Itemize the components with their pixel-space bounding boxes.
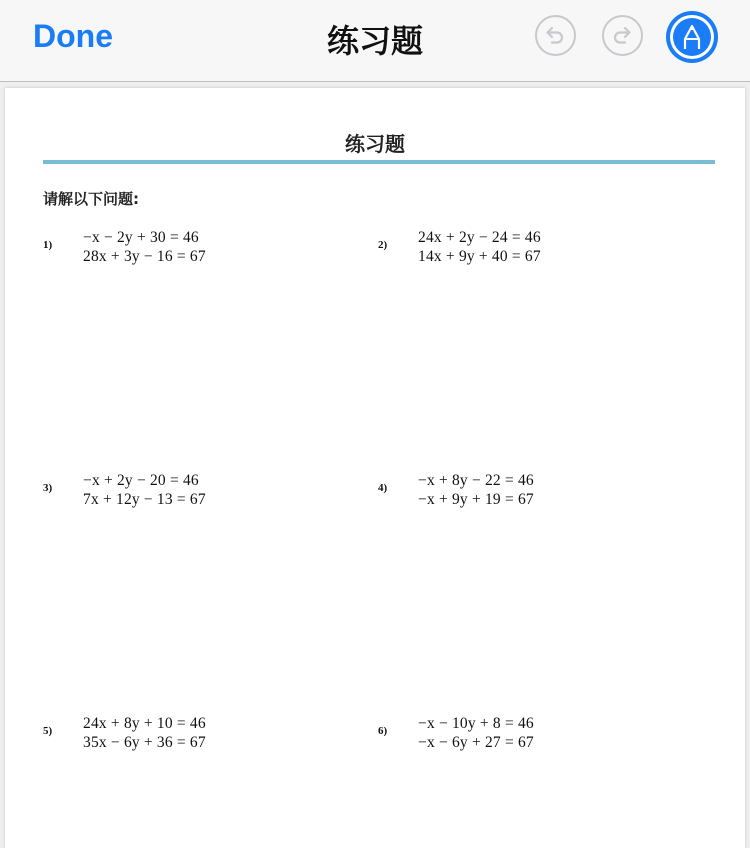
equation: 24x + 2y − 24 = 46 bbox=[418, 229, 541, 246]
document-title: 练习题 bbox=[345, 132, 405, 156]
problem-number: 1) bbox=[43, 239, 53, 251]
equation: 7x + 12y − 13 = 67 bbox=[83, 491, 206, 508]
problem-6 bbox=[378, 715, 698, 765]
problem-1 bbox=[43, 229, 363, 279]
problem-4 bbox=[378, 472, 698, 522]
equation: −x − 10y + 8 = 46 bbox=[418, 715, 534, 732]
nav-title: 练习题 bbox=[326, 22, 423, 60]
problem-5 bbox=[43, 715, 363, 765]
equation: −x − 2y + 30 = 46 bbox=[83, 229, 199, 246]
problem-2 bbox=[378, 229, 698, 279]
markup-button[interactable] bbox=[666, 11, 718, 63]
equation: −x − 6y + 27 = 67 bbox=[418, 734, 534, 751]
equation: 24x + 8y + 10 = 46 bbox=[83, 715, 206, 732]
problem-number: 3) bbox=[43, 482, 53, 494]
document-page bbox=[5, 88, 745, 848]
problem-number: 4) bbox=[378, 482, 388, 494]
equation: −x + 8y − 22 = 46 bbox=[418, 472, 534, 489]
navigation-bar bbox=[0, 0, 750, 82]
equation: −x + 9y + 19 = 67 bbox=[418, 491, 534, 508]
equation: 28x + 3y − 16 = 67 bbox=[83, 248, 206, 265]
problem-number: 6) bbox=[378, 725, 388, 737]
equation: 35x − 6y + 36 = 67 bbox=[83, 734, 206, 751]
undo-button[interactable] bbox=[535, 15, 576, 56]
title-divider bbox=[43, 160, 715, 164]
redo-icon bbox=[611, 24, 633, 46]
equation: −x + 2y − 20 = 46 bbox=[83, 472, 199, 489]
equation: 14x + 9y + 40 = 67 bbox=[418, 248, 541, 265]
problem-number: 2) bbox=[378, 239, 388, 251]
redo-button[interactable] bbox=[602, 15, 643, 56]
problem-3 bbox=[43, 472, 363, 522]
instruction-text: 请解以下问题: bbox=[43, 190, 139, 208]
done-button[interactable]: Done bbox=[33, 18, 113, 54]
problem-number: 5) bbox=[43, 725, 53, 737]
markup-pen-icon bbox=[681, 24, 703, 52]
undo-icon bbox=[544, 24, 566, 46]
